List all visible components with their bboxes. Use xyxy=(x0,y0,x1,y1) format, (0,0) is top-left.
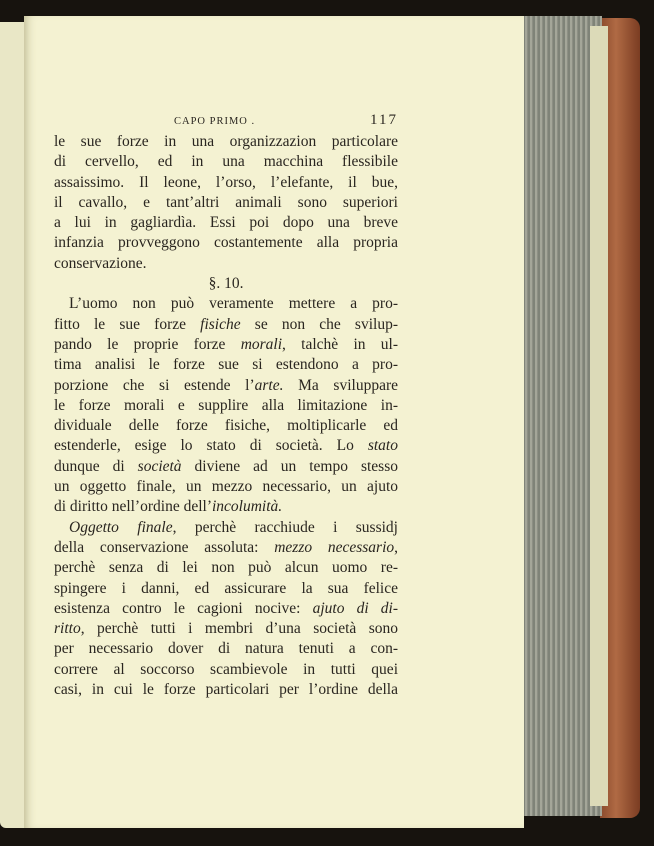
text-line xyxy=(54,233,398,253)
text-segment: tima analisi le forze sue si estendono a pro- xyxy=(54,356,398,374)
italic-text: ajuto di di- xyxy=(312,599,398,617)
italic-text: stato xyxy=(367,437,398,455)
running-title: CAPO PRIMO . xyxy=(174,116,256,127)
italic-text: fisiche xyxy=(200,315,241,333)
text-segment: , perchè racchiude i sussidj xyxy=(172,518,398,536)
text-line xyxy=(54,538,398,558)
italic-text: incolumità. xyxy=(211,498,283,516)
text-line xyxy=(54,680,398,700)
text-segment: le forze morali e supplire alla limitazione in- xyxy=(54,396,398,414)
text-segment: dunque di xyxy=(54,457,138,475)
text-line xyxy=(54,396,398,416)
text-segment: , perchè tutti i membri d’una società sono xyxy=(80,620,398,638)
text-line xyxy=(54,619,398,639)
text-segment: dividuale delle forze fisiche, moltiplicarle ed xyxy=(54,417,398,435)
text-segment: il cavallo, e tant’altri animali sono superiori xyxy=(54,193,398,211)
text-segment: , xyxy=(394,538,399,556)
text-segment: estenderle, esige lo stato di società. Lo xyxy=(54,437,368,455)
text-segment: §. 10. xyxy=(208,275,244,293)
text-line xyxy=(54,152,398,172)
text-line xyxy=(54,599,398,619)
text-line xyxy=(54,457,398,477)
italic-text: società xyxy=(137,457,182,475)
italic-text: mezzo necessario xyxy=(274,538,395,556)
text-segment: per necessario dover di natura tenuti a con- xyxy=(54,640,398,658)
text-segment: fitto le sue forze xyxy=(54,315,201,333)
text-line xyxy=(54,294,398,314)
text-line xyxy=(54,355,398,375)
text-line xyxy=(54,213,398,233)
text-line xyxy=(54,518,398,538)
text-segment: assaissimo. Il leone, l’orso, l’elefante, il bue, xyxy=(54,173,398,191)
text-segment: diviene ad un tempo stesso xyxy=(181,457,398,475)
text-line xyxy=(54,335,398,355)
text-line xyxy=(54,254,398,274)
section-heading xyxy=(54,274,398,294)
text-segment: se non che svilup- xyxy=(240,315,398,333)
text-segment: un oggetto finale, un mezzo necessario, un ajuto xyxy=(54,478,398,496)
italic-text: arte. xyxy=(254,376,284,394)
running-header xyxy=(54,112,398,132)
text-line xyxy=(54,579,398,599)
text-line xyxy=(54,639,398,659)
text-segment: , talchè in ul- xyxy=(282,335,398,353)
text-segment: di cervello, ed in una macchina flessibile xyxy=(54,153,398,171)
page-text xyxy=(54,112,398,700)
page-block-edge xyxy=(590,26,608,806)
text-line xyxy=(54,132,398,152)
text-segment: a lui in gagliardìa. Essi poi dopo una breve xyxy=(54,214,398,232)
text-segment: casi, in cui le forze particolari per l’ordine della xyxy=(54,681,398,699)
text-segment: spingere i danni, ed assicurare la sua felice xyxy=(54,579,398,597)
text-segment: della conservazione assoluta: xyxy=(54,538,275,556)
text-segment: porzione che si estende l’ xyxy=(54,376,255,394)
text-segment: di diritto nell’ordine dell’ xyxy=(54,498,212,516)
text-segment: correre al soccorso scambievole in tutti quei xyxy=(54,660,398,678)
text-line xyxy=(54,497,398,517)
page-number: 117 xyxy=(370,112,398,128)
text-segment: pando le proprie forze xyxy=(54,335,241,353)
text-line xyxy=(54,477,398,497)
text-segment: esistenza contro le cagioni nocive: xyxy=(54,599,313,617)
text-segment: perchè senza di lei non può alcun uomo re- xyxy=(54,559,398,577)
text-segment: infanzia provveggono costantemente alla propria xyxy=(54,234,398,252)
text-segment: Ma sviluppare xyxy=(283,376,398,394)
text-segment: L’uomo non può veramente mettere a pro- xyxy=(69,295,398,313)
text-line xyxy=(54,193,398,213)
italic-text: ritto xyxy=(54,620,81,638)
text-segment: le sue forze in una organizzazion particolare xyxy=(54,133,398,150)
body-text xyxy=(54,132,398,700)
text-line xyxy=(54,416,398,436)
text-line xyxy=(54,436,398,456)
italic-text: morali xyxy=(240,335,283,353)
text-line xyxy=(54,558,398,578)
text-line xyxy=(54,315,398,335)
text-line xyxy=(54,173,398,193)
text-line xyxy=(54,660,398,680)
italic-text: Oggetto finale xyxy=(69,518,173,536)
text-line xyxy=(54,376,398,396)
text-segment: conservazione. xyxy=(54,254,147,272)
